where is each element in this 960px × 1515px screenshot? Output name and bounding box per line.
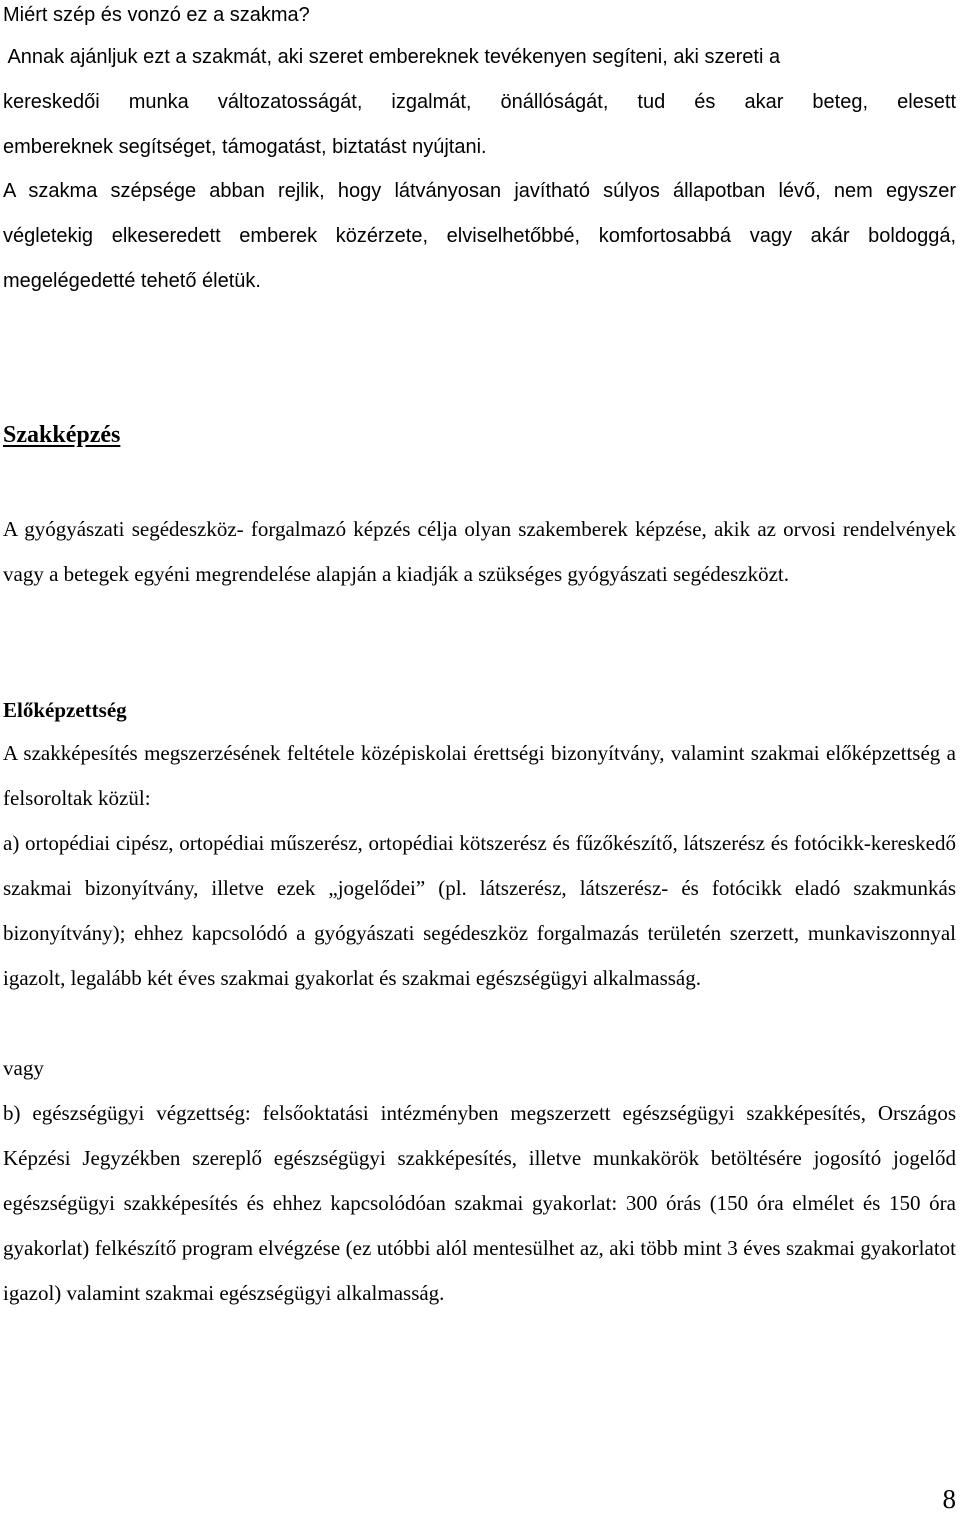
intro-line-3: embereknek segítséget, támogatást, biztatást nyújtani. — [3, 136, 487, 158]
option-b-paragraph: b) egészségügyi végzettség: felsőoktatási intézményben megszerzett egészségügyi szakképesítés, Országos Képzési Jegyzékben szereplő egészségügyi szakképesítés, illetve munkakörök betöltésére jogosító jogelőd egészségügyi szakképesítés és ehhez kapcsolódóan szakmai gyakorlat: 300 órás (150 óra elmélet és 150 óra gyakorlat) felkészítő program elvégzése (ez utóbbi alól mentesülhet az, aki több mint 3 éves szakmai gyakorlatot igazol) valamint szakmai egészségügyi alkalmasság. — [3, 1101, 956, 1305]
intro-line-2: kereskedői munka változatosságát, izgalmát, önállóságát, tud és akar beteg, elesett — [3, 91, 956, 113]
section-heading-szakkepzes: Szakképzés — [3, 422, 121, 448]
szakkepzes-paragraph: A gyógyászati segédeszköz- forgalmazó képzés célja olyan szakemberek képzése, akik az orvosi rendelvények vagy a betegek egyéni megrendelése alapján a kiadják a szükséges gyógyászati segédeszközt. — [3, 517, 956, 586]
option-a-paragraph: a) ortopédiai cipész, ortopédiai műszerész, ortopédiai kötszerész és fűzőkészítő, látszerész és fotócikk-kereskedő szakmai bizonyítvány, illetve ezek „jogelődei” (pl. látszerész, látszerész- és fotócikk eladó szakmunkás bizonyítvány); ehhez kapcsolódó a gyógyászati segédeszköz forgalmazás területén szerzett, munkaviszonnyal igazolt, legalább két éves szakmai gyakorlat és szakmai egészségügyi alkalmasság. — [3, 831, 956, 990]
intro-heading: Miért szép és vonzó ez a szakma? — [3, 4, 310, 26]
section-heading-elokepzettseg: Előképzettség — [3, 698, 127, 722]
intro-line-1: Annak ajánljuk ezt a szakmát, aki szeret embereknek tevékenyen segíteni, aki szereti a — [3, 46, 781, 68]
or-word: vagy — [3, 1056, 44, 1080]
elokepzettseg-paragraph: A szakképesítés megszerzésének feltétele középiskolai érettségi bizonyítvány, valamint szakmai előképzettség a felsoroltak közül: — [3, 741, 956, 810]
page-number: 8 — [942, 1484, 956, 1514]
beauty-paragraph: A szakma szépsége abban rejlik, hogy látványosan javítható súlyos állapotban lévő, nem egyszer végletekig elkeseredett emberek közérzete, elviselhetőbbé, komfortosabbá vagy akár boldoggá, megelégedetté tehető életük. — [3, 180, 956, 292]
